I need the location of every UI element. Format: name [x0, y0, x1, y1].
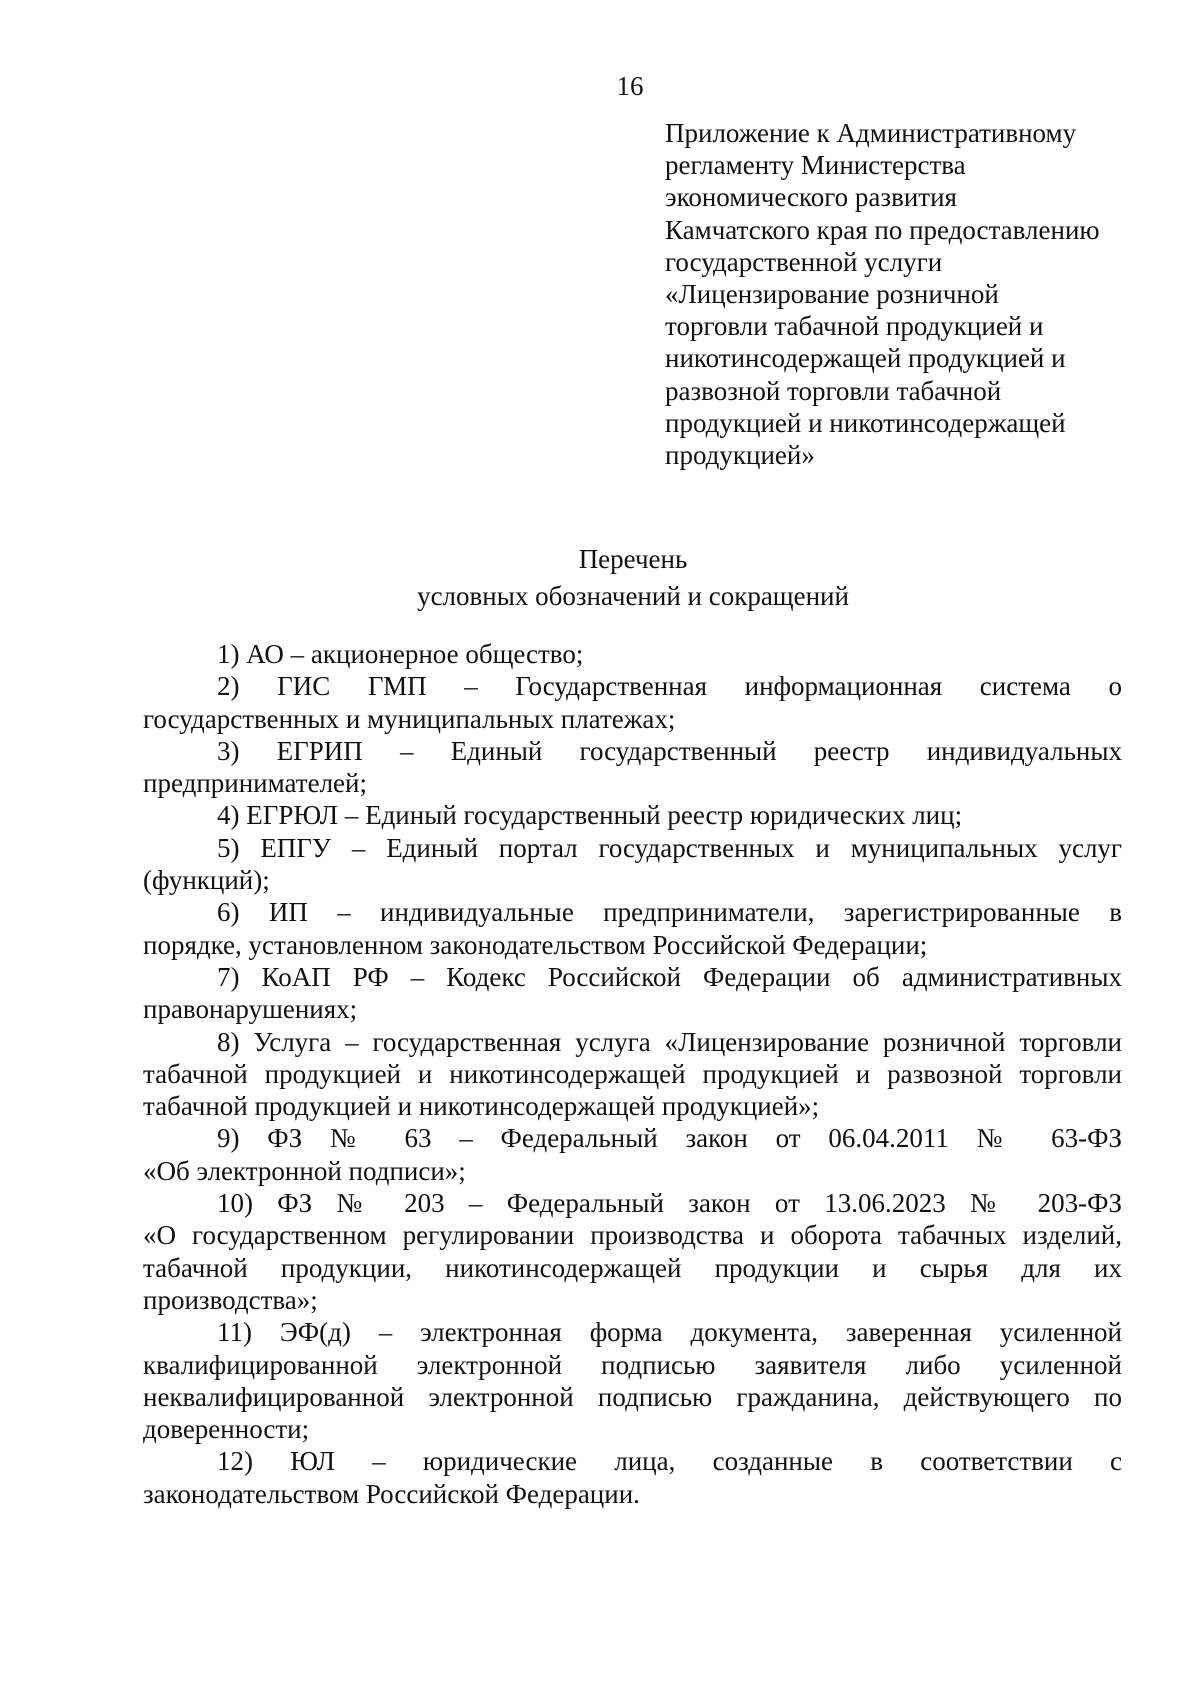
list-line: доверенности;	[143, 1414, 310, 1445]
list-line: 2) ГИС ГМП – Государственная информационная система о	[217, 671, 1122, 702]
appendix-line: регламенту Министерства	[665, 150, 966, 181]
list-line: 9) ФЗ № 63 – Федеральный закон от 06.04.2011 № 63-ФЗ	[217, 1123, 1122, 1154]
list-line: предпринимателей;	[143, 768, 367, 799]
title-line-1: Перечень	[578, 544, 688, 574]
list-line: производства»;	[143, 1284, 318, 1315]
list-line: табачной продукции, никотинсодержащей продукции и сырья для их	[143, 1252, 1122, 1283]
list-line: порядке, установленном законодательством Российской Федерации;	[143, 929, 928, 960]
appendix-heading	[665, 117, 1145, 471]
list-line: 8) Услуга – государственная услуга «Лицензирование розничной торговли	[217, 1026, 1122, 1057]
appendix-line: торговли табачной продукцией и	[665, 311, 1044, 342]
list-line: 3) ЕГРИП – Единый государственный реестр индивидуальных	[217, 735, 1122, 766]
list-line: 12) ЮЛ – юридические лица, созданные в соответствии с	[217, 1446, 1122, 1477]
appendix-line: продукцией»	[665, 440, 815, 471]
list-line: 5) ЕПГУ – Единый портал государственных и муниципальных услуг	[217, 832, 1122, 863]
appendix-line: государственной услуги	[665, 246, 943, 277]
title-line-2: условных обозначений и сокращений	[417, 581, 849, 611]
appendix-line: Камчатского края по предоставлению	[665, 214, 1100, 245]
list-line: 6) ИП – индивидуальные предприниматели, зарегистрированные в	[217, 897, 1122, 928]
list-line: табачной продукцией и никотинсодержащей продукцией»;	[143, 1091, 820, 1122]
appendix-line: продукцией и никотинсодержащей	[665, 407, 1066, 438]
list-line: правонарушениях;	[143, 994, 358, 1025]
list-line: квалифицированной электронной подписью заявителя либо усиленной	[143, 1349, 1122, 1380]
list-line: (функций);	[143, 865, 270, 896]
list-line: 1) АО – акционерное общество;	[217, 639, 584, 669]
appendix-line: Приложение к Административному	[665, 118, 1077, 148]
appendix-line: развозной торговли табачной	[665, 375, 1002, 406]
page-number: 16	[616, 71, 644, 101]
list-line: 10) ФЗ № 203 – Федеральный закон от 13.06.2023 № 203-ФЗ	[217, 1188, 1122, 1219]
abbreviation-list	[143, 638, 1122, 1510]
list-line: неквалифицированной электронной подписью гражданина, действующего по	[143, 1381, 1122, 1412]
list-line: 11) ЭФ(д) – электронная форма документа, заверенная усиленной	[217, 1317, 1122, 1348]
list-line: 4) ЕГРЮЛ – Единый государственный реестр юридических лиц;	[217, 800, 963, 831]
document-title	[143, 541, 1123, 615]
list-line: 7) КоАП РФ – Кодекс Российской Федерации об административных	[217, 961, 1122, 992]
list-line: «О государственном регулировании производства и оборота табачных изделий,	[143, 1220, 1122, 1251]
list-line: «Об электронной подписи»;	[143, 1155, 466, 1186]
appendix-line: никотинсодержащей продукцией и	[665, 343, 1066, 374]
list-line: законодательством Российской Федерации.	[143, 1478, 640, 1509]
list-line: табачной продукцией и никотинсодержащей продукцией и развозной торговли	[143, 1058, 1122, 1089]
appendix-line: экономического развития	[665, 182, 957, 213]
appendix-line: «Лицензирование розничной	[665, 279, 999, 310]
list-line: государственных и муниципальных платежах;	[143, 703, 676, 734]
